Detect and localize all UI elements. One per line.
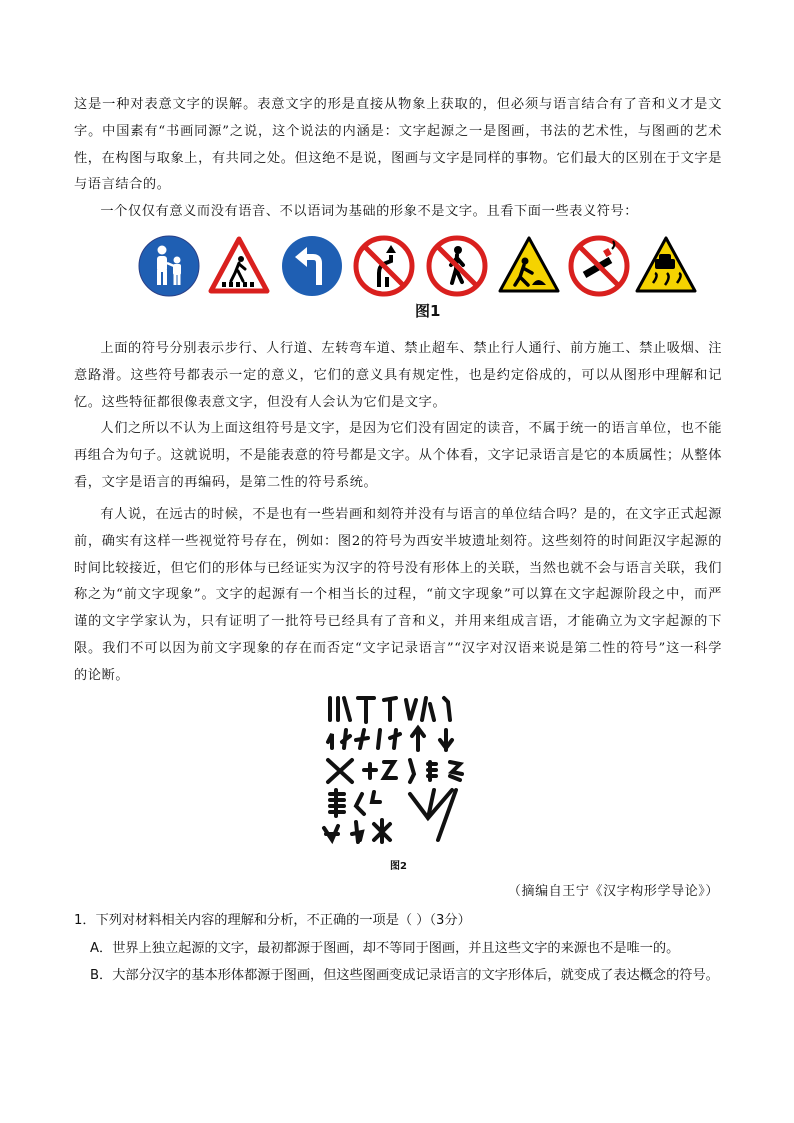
road-work-sign-icon [498,235,560,297]
paragraph-3: 上面的符号分别表示步行、人行道、左转弯车道、禁止超车、禁止行人通行、前方施工、禁止吸烟、注意路滑。这些符号都表示一定的意义，它们的意义具有规定性，也是约定俗成的，可以从图形中理解和记忆。这些特征都很像表意文字，但没有人会认为它们是文字。 [74,341,722,410]
no-smoking-sign-icon [568,235,630,297]
source-citation: （摘编自王宁《汉字构形学导论》） [507,884,719,899]
no-pedestrians-sign-icon [426,235,488,297]
no-overtaking-sign-icon [353,235,415,297]
question-1-option-b: B．大部分汉字的基本形体都源于图画，但这些图画变成记录语言的文字形体后，就变成了表达概念的符号。 [90,968,719,983]
figure-2-caption: 图2 [390,861,407,872]
paragraph-5: 有人说，在远古的时候，不是也有一些岩画和刻符并没有与语言的单位结合吗？是的，在文字正式起源前，确实有这样一些视觉符号存在，例如：图2的符号为西安半坡遗址刻符。这些刻符的时间距汉字起源的时间比较接近，但它们的形体与已经证实为汉字的符号没有形体上的关联，当然也就不会与语言关联，我们称之为“前文字现象”。文字的起源有一个相当长的过程，“前文字现象”可以算在文字起源阶段之中，而严谨的文字学家认为，只有证明了一批符号已经具有了音和义，并用来组成言语，才能确立为文字起源的下限。我们不可以因为前文字现象的存在而否定“文字记录语言”“汉字对汉语来说是第二性的符号”这一科学的论断。 [74,507,723,683]
question-1-option-a: A．世界上独立起源的文字，最初都源于图画，却不等同于图画，并且这些文字的来源也不是唯一的。 [90,941,680,956]
figure-1-signs [138,235,698,299]
paragraph-2: 一个仅仅有意义而没有语音、不以语词为基础的形象不是文字。且看下面一些表义符号： [100,204,639,219]
question-1-stem: 1．下列对材料相关内容的理解和分析，不正确的一项是（ ）（3分） [74,913,471,928]
slippery-road-sign-icon [635,235,697,297]
crosswalk-sign-icon [208,235,270,297]
paragraph-4: 人们之所以不认为上面这组符号是文字，是因为它们没有固定的读音，不属于统一的语言单位，也不能再组合为句子。这就说明，不是能表意的符号都是文字。从个体看，文字记录语言是它的本质属性；从整体看，文字是语言的再编码，是第二性的符号系统。 [74,421,723,490]
pedestrian-sign-icon [138,235,200,297]
paragraph-1: 这是一种对表意文字的误解。表意文字的形是直接从物象上获取的，但必须与语言结合有了音和义才是文字。中国素有“书画同源”之说，这个说法的内涵是：文字起源之一是图画，书法的艺术性，与图画的艺术性，在构图与取象上，有共同之处。但这绝不是说，图画与文字是同样的事物。它们最大的区别在于文字是与语言结合的。 [74,97,723,193]
figure-1-caption: 图1 [415,302,441,320]
figure-2-carved-symbols [318,690,478,850]
turn-left-sign-icon [281,235,343,297]
